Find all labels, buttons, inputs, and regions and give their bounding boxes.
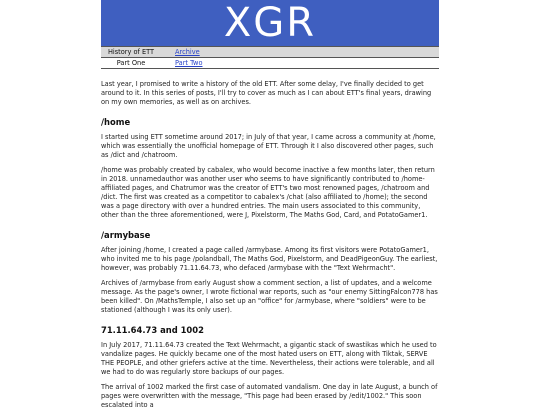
section-heading-1002: 71.11.64.73 and 1002 (101, 325, 204, 335)
paragraph: The arrival of 1002 marked the first case of automated vandalism. One day in late August, a bunch of pages were overwritten with the message, "This page had been erased by /edit/1002." This soon escalated into a (101, 383, 438, 409)
nav-label-series: History of ETT (101, 47, 161, 58)
paragraph: I started using ETT sometime around 2017; in July of that year, I came across a community at /home, which was essentially the unofficial homepage of ETT. Through it I also discovered other pages, such as /dict and /chatroom. (101, 133, 436, 159)
nav-label-current-part: Part One (101, 58, 161, 69)
series-nav (101, 46, 439, 69)
section-heading-home: /home (101, 117, 131, 127)
intro-paragraph: Last year, I promised to write a history of the old ETT. After some delay, I've finally decided to get around to it. In this series of posts, I'll try to cover as much as I can about ETT's final years, drawing on my own memories, as well as on archives. (101, 80, 432, 106)
site-logo[interactable]: XGR (223, 0, 317, 46)
paragraph: /home was probably created by cabalex, who would become inactive a few months later, then return in 2018. unnamedauthor was another user who seems to have significantly contributed to /home-affiliated pages, and Chatrumor was the creator of ETT's two most renowned pages, /chatroom and /dict. The first was created as a competitor to cabalex's /chat (also affiliated to /home); the second was a page directory with over a hundred entries. The main users associated to this community, other than the three aforementioned, were J, Pixelstorm, The Maths God, Card, and PotatoGamer1. (101, 166, 435, 219)
paragraph: After joining /home, I created a page called /armybase. Among its first visitors were PotatoGamer1, who invited me to his page /polandball, The Maths God, Pixelstorm, and DeadPigeonGuy. The earliest, however, was probably 71.11.64.73, who defaced /armybase with the "Text Wehrmacht". (101, 246, 438, 272)
section-heading-armybase: /armybase (101, 230, 151, 240)
part-two-link[interactable]: Part Two (175, 59, 203, 67)
nav-row-parts (101, 58, 439, 69)
page-column (101, 0, 439, 410)
nav-row-series (101, 47, 439, 58)
site-banner (101, 0, 439, 46)
paragraph: Archives of /armybase from early August show a comment section, a list of updates, and a welcome message. As the page's owner, I wrote fictional war reports, such as "our enemy SittingFalcon778 has been killed". On /MathsTemple, I also set up an "office" for /armybase, where "soldiers" were to be stationed (although I was its only user). (101, 279, 438, 314)
paragraph: In July 2017, 71.11.64.73 created the Text Wehrmacht, a gigantic stack of swastikas which he used to vandalize pages. He quickly became one of the most hated users on ETT, along with Tiktak, SERVE THE PEOPLE, and other griefers active at the time. Nevertheless, their actions were tolerable, and all we had to do was regularly store backups of our pages. (101, 341, 437, 376)
archive-link[interactable]: Archive (175, 48, 200, 56)
article-body (101, 80, 439, 410)
